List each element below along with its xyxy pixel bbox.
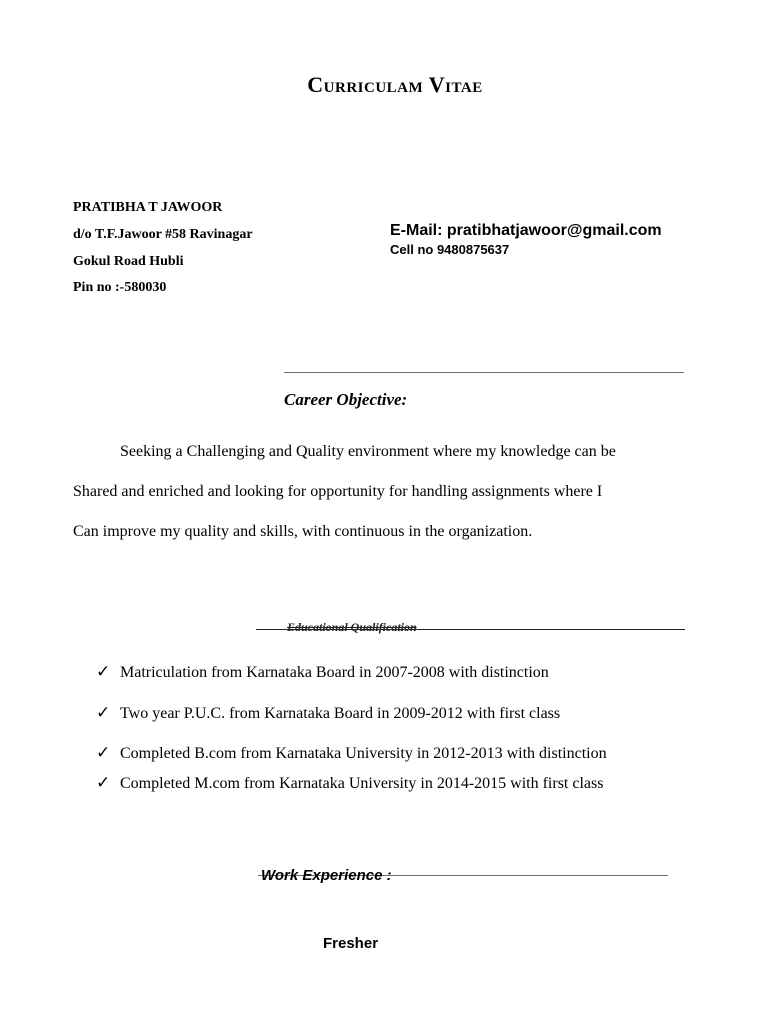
career-objective-heading: Career Objective: (284, 390, 408, 409)
checkmark-icon: ✓ (96, 773, 111, 793)
candidate-name: PRATIBHA T JAWOOR (73, 200, 223, 215)
address-line-2: Gokul Road Hubli (73, 254, 184, 269)
education-item-text: Two year P.U.C. from Karnataka Board in 2009-2012 with first class (120, 705, 561, 722)
work-experience-value: Fresher (323, 935, 379, 952)
email-address: E-Mail: pratibhatjawoor@gmail.com (390, 222, 662, 239)
objective-line-2: Shared and enriched and looking for opportunity for handling assignments where I (73, 483, 603, 500)
work-experience-heading: Work Experience : (261, 867, 392, 884)
document-title: Curriculam Vitae (307, 72, 483, 97)
checkmark-icon: ✓ (96, 743, 111, 763)
education-item (96, 773, 603, 793)
education-item (96, 743, 607, 763)
pin-code: Pin no :-580030 (73, 280, 167, 295)
checkmark-icon: ✓ (96, 703, 111, 723)
education-item-text: Completed B.com from Karnataka University in 2012-2013 with distinction (120, 745, 607, 762)
objective-line-1: Seeking a Challenging and Quality environment where my knowledge can be (120, 443, 616, 460)
section-divider (284, 372, 684, 373)
education-item (96, 703, 560, 723)
objective-line-3: Can improve my quality and skills, with continuous in the organization. (73, 523, 533, 540)
education-item-text: Completed M.com from Karnataka University in 2014-2015 with first class (120, 775, 604, 792)
education-heading: Educational Qualification (287, 620, 417, 634)
education-item-text: Matriculation from Karnataka Board in 2007-2008 with distinction (120, 664, 549, 681)
checkmark-icon: ✓ (96, 662, 111, 682)
address-line-1: d/o T.F.Jawoor #58 Ravinagar (73, 227, 253, 242)
education-item (96, 662, 549, 682)
cell-number: Cell no 9480875637 (390, 242, 510, 257)
